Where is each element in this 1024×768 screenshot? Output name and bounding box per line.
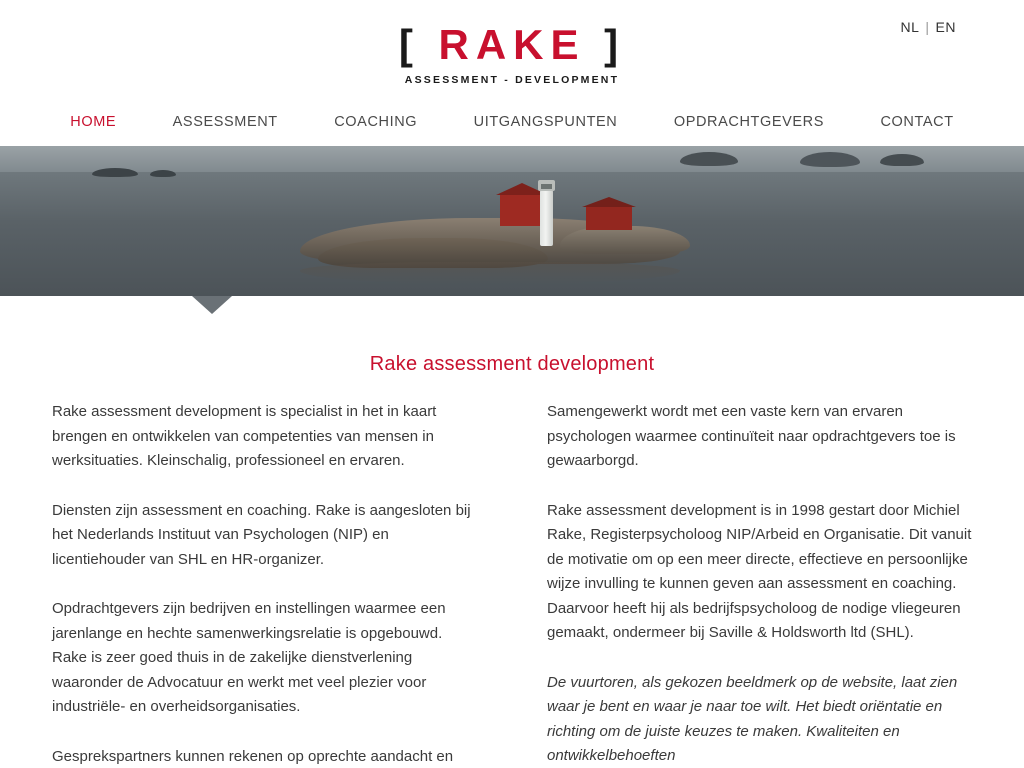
logo-tagline: ASSESSMENT - DEVELOPMENT — [404, 74, 620, 86]
paragraph: Rake assessment development is specialist in het in kaart brengen en ontwikkelen van competenties van mensen in werksituaties. Kleinschalig, professioneel en ervaren. — [52, 403, 437, 469]
lang-en-link[interactable]: EN — [935, 19, 956, 35]
scroll-down-arrow-icon — [192, 296, 232, 314]
lighthouse-icon — [540, 190, 553, 246]
hero-red-house-secondary — [586, 206, 632, 230]
nav-item-coaching[interactable]: COACHING — [334, 114, 418, 130]
logo-word: RAKE — [438, 21, 586, 68]
hero-rock-far-left — [150, 170, 176, 177]
hero-rock-right-b — [800, 152, 860, 167]
logo-bracket-right: ] — [604, 21, 626, 68]
hero-rock-left — [92, 168, 138, 177]
paragraph: Opdrachtgevers zijn bedrijven en instellingen waarmee een jarenlange en hechte samenwerkingsrelatie is opgebouwd. Rake is zeer goed thuis in de zakelijke dienstverlening waaronder de Advocatuur en werkt met veel plezier voor industriële- en overheidsorganisaties. — [52, 600, 446, 715]
right-column — [547, 400, 975, 768]
content-columns — [52, 400, 976, 768]
site-logo[interactable] — [0, 22, 1024, 86]
logo-bracket-left: [ — [398, 21, 420, 68]
nav-item-assessment[interactable]: ASSESSMENT — [172, 114, 278, 130]
paragraph-italic: De vuurtoren, als gekozen beeldmerk op de website, laat zien waar je bent en waar je naar toe wilt. Het biedt oriëntatie en richting om de juiste keuzes te maken. Kwaliteiten en ontwikkelbehoeften — [547, 673, 958, 764]
nav-item-contact[interactable]: CONTACT — [880, 114, 954, 130]
nav-item-uitgangspunten[interactable]: UITGANGSPUNTEN — [473, 114, 618, 130]
hero-island-right — [560, 226, 690, 254]
nav-item-opdrachtgevers[interactable]: OPDRACHTGEVERS — [673, 114, 825, 130]
paragraph: Samengewerkt wordt met een vaste kern van ervaren psychologen waarmee continuïteit naar opdrachtgevers toe is gewaarborgd. — [547, 403, 956, 469]
paragraph: Gesprekspartners kunnen rekenen op oprechte aandacht en — [52, 747, 454, 765]
lang-nl-link[interactable]: NL — [900, 19, 920, 35]
paragraph: Diensten zijn assessment en coaching. Rake is aangesloten bij het Nederlands Instituut van Psychologen (NIP) en licentiehouder van SHL en HR-organizer. — [52, 501, 471, 568]
page-title: Rake assessment development — [369, 353, 655, 375]
main-navigation — [0, 112, 1024, 146]
lang-separator: | — [925, 19, 930, 35]
left-column — [52, 400, 480, 768]
hero-red-house — [500, 194, 544, 226]
hero-banner-image — [0, 146, 1024, 296]
paragraph: Rake assessment development is in 1998 gestart door Michiel Rake, Registerpsycholoog NIP/Arbeid en Organisatie. Dit vanuit de motivatie om op een meer directe, effectieve en persoonlijke wijze invulling te kunnen geven aan assessment en coaching. Daarvoor heeft hij als bedrijfspsycholoog de nodige vliegeuren gemaakt, ondermeer bij Saville & Holdsworth ltd (SHL). — [547, 501, 972, 641]
lighthouse-lamp — [541, 184, 552, 189]
hero-rock-right-c — [880, 154, 924, 166]
nav-item-home[interactable]: HOME — [70, 114, 117, 130]
hero-rock-right-a — [680, 152, 738, 166]
logo-wordmark — [0, 22, 1024, 68]
hero-sky — [0, 146, 1024, 174]
